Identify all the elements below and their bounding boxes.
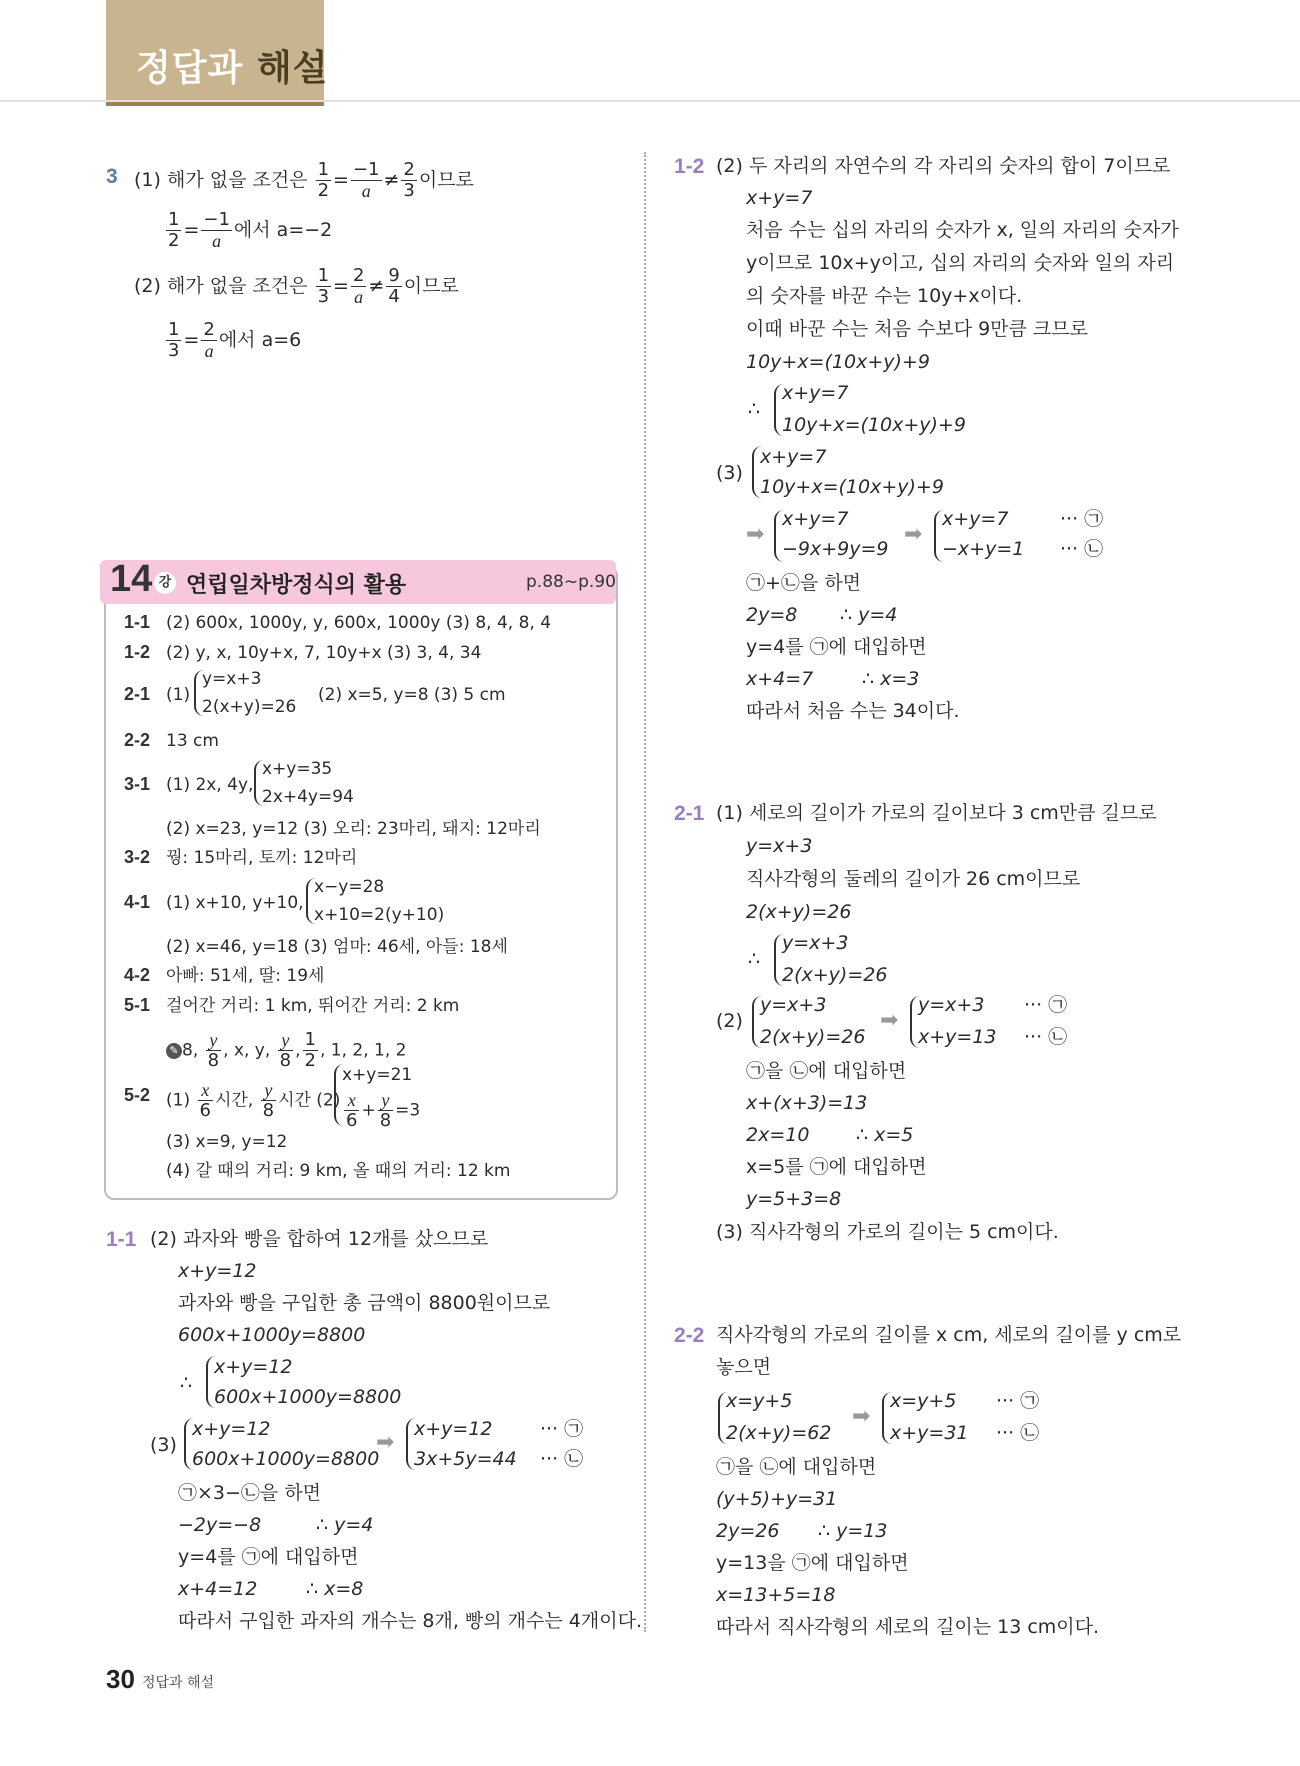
sol-1-2-eq: −x+y=1 [942,538,1025,560]
sol-1-1-line: ㉠×3−㉡을 하면 [178,1482,322,1504]
page-header-title: 정답과 해설 [136,48,329,89]
sol-1-2-line: 따라서 처음 수는 34이다. [746,700,960,722]
sol-1-1-line: x+y=12 [178,1260,257,1282]
summary-5-2-part3: (4) 갈 때의 거리: 9 km, 올 때의 거리: 12 km [166,1161,511,1181]
sol-1-2-line: 10y+x=(10x+y)+9 [746,351,930,373]
sol-1-2-eq: x+y=7 [942,508,1009,530]
sol-2-2-line: (y+5)+y=31 [716,1488,838,1510]
sol-2-1-line: (3) 직사각형의 가로의 길이는 5 cm이다. [716,1221,1059,1243]
arrow-icon: ➡ [880,1008,899,1033]
summary-answer-5-1: 걸어간 거리: 1 km, 뛰어간 거리: 2 km [166,996,460,1016]
summary-2-1-eq2: 2(x+y)=26 [202,697,297,717]
arrow-icon: ➡ [376,1430,395,1455]
sol-1-2-eq: x+y=7 [760,446,827,468]
sol-1-1-eq: x+y=12 [192,1418,271,1440]
sol-1-2-line: x+4=7 [746,668,814,690]
footer-label: 정답과 해설 [142,1675,215,1691]
summary-answer-1-2: (2) y, x, 10y+x, 7, 10y+x (3) 3, 4, 34 [166,643,482,663]
page-number: 30 [106,1664,135,1694]
sol-2-2-eq: x=y+5 [890,1390,957,1412]
sol-1-1-part3-label: (3) [150,1434,177,1456]
sol-1-1-eq: 3x+5y=44 [414,1448,517,1470]
sol-2-1-line: 2x=10 [746,1124,810,1146]
summary-id-2-1: 2-1 [124,684,151,704]
summary-2-1-eq1: y=x+3 [202,669,262,689]
sol-2-1-eq: x+y=13 [918,1026,997,1048]
sol-1-2-line: 이때 바꾼 수는 처음 수보다 9만큼 크므로 [746,318,1088,340]
arrow-icon: ➡ [852,1404,871,1429]
summary-id-3-1: 3-1 [124,774,151,794]
sol-2-2-line: 2y=26 [716,1520,780,1542]
sol-1-2-line: x+y=7 [746,187,813,209]
lesson-title: 연립일차방정식의 활용 [186,573,407,598]
sol-2-1-line: (1) 세로의 길이가 가로의 길이보다 3 cm만큼 길므로 [716,802,1157,824]
summary-id-5-2: 5-2 [124,1085,151,1105]
sol-1-2-eq: x+y=7 [782,508,849,530]
column-divider [644,152,646,1632]
summary-id-3-2: 3-2 [124,847,151,867]
sol-1-1-eq: x+y=12 [414,1418,493,1440]
sol-1-2-line: ∴ x=3 [862,668,920,690]
sol-1-2-line: 의 숫자를 바꾼 수는 10y+x이다. [746,285,1023,307]
solution-number-1-1: 1-1 [106,1228,137,1251]
sol-2-1-eq: y=x+3 [918,994,985,1016]
sol-1-1-line: ∴ y=4 [316,1514,374,1536]
sol-1-2-line: 2y=8 [746,604,798,626]
summary-5-1-hint: ✎ 8, $\frac{y}{8}$ , x, y, $\frac{y}{8}$ , $\frac{1}{2}$ , 1, 2, 1, 2 [166,1030,406,1071]
sol-1-2-eq: −9x+9y=9 [782,538,889,560]
sol-2-2-line: ∴ y=13 [818,1520,888,1542]
summary-3-1-eq2: 2x+4y=94 [262,787,354,807]
sol-2-2-eq: x=y+5 [726,1390,793,1412]
equation-tag: ··· ㉠ [996,1390,1040,1412]
sol-1-1-line: (2) 과자와 빵을 합하여 12개를 샀으므로 [150,1228,489,1250]
summary-answer-2-2: 13 cm [166,731,219,751]
summary-4-1-eq2: x+10=2(y+10) [314,905,445,925]
summary-2-1-part2: (2) x=5, y=8 (3) 5 cm [318,685,506,705]
summary-id-1-1: 1-1 [124,612,151,632]
sol-2-2-line: ㉠을 ㉡에 대입하면 [716,1456,877,1478]
sol-2-1-eq: 2(x+y)=26 [782,964,888,986]
q3-line-3: (2) 해가 없을 조건은 $\frac{1}{3}$ = $\frac{2}{a}$ ≠ $\frac{9}{4}$ 이므로 [134,265,459,307]
summary-4-1-part2: (2) x=46, y=18 (3) 엄마: 46세, 아들: 18세 [166,937,508,957]
sol-1-1-line: 600x+1000y=8800 [178,1324,366,1346]
sol-2-1-part2-label: (2) [716,1010,743,1032]
summary-id-4-2: 4-2 [124,965,151,985]
arrow-icon: ➡ [904,522,923,547]
therefore-symbol: ∴ [748,398,761,420]
sol-2-1-eq: y=x+3 [782,932,849,954]
sol-2-1-line: y=5+3=8 [746,1188,842,1210]
sol-2-1-line: ㉠을 ㉡에 대입하면 [746,1060,907,1082]
sol-1-2-eq: 10y+x=(10x+y)+9 [760,476,944,498]
sol-1-1-line: x+4=12 [178,1578,258,1600]
summary-3-1-part1: (1) 2x, 4y, [166,775,254,795]
arrow-icon: ➡ [746,522,765,547]
solution-number-2-1: 2-1 [674,802,705,825]
summary-answer-4-2: 아빠: 51세, 딸: 19세 [166,966,325,986]
sol-2-1-line: ∴ x=5 [856,1124,914,1146]
therefore-symbol: ∴ [748,948,761,970]
sol-1-1-line: 과자와 빵을 구입한 총 금액이 8800원이므로 [178,1292,551,1314]
therefore-symbol: ∴ [180,1372,193,1394]
sol-2-2-eq: 2(x+y)=62 [726,1422,832,1444]
sol-1-1-line: ∴ x=8 [306,1578,364,1600]
equation-tag: ··· ㉡ [1060,538,1104,560]
sol-1-1-line: −2y=−8 [178,1514,262,1536]
sol-2-2-eq: x+y=31 [890,1422,969,1444]
q3-line-1: (1) 해가 없을 조건은 $\frac{1}{2}$ = $\frac{-1}{a}$ ≠ $\frac{2}{3}$ 이므로 [134,159,474,201]
lesson-badge: 강 [154,572,176,594]
summary-answer-1-1: (2) 600x, 1000y, y, 600x, 1000y (3) 8, 4, 8, 4 [166,613,552,633]
summary-id-2-2: 2-2 [124,730,151,750]
equation-tag: ··· ㉡ [1024,1026,1068,1048]
summary-2-1-part1: (1) [166,685,191,705]
sol-2-2-line: 직사각형의 가로의 길이를 x cm, 세로의 길이를 y cm로 [716,1324,1182,1346]
summary-id-1-2: 1-2 [124,642,151,662]
lesson-pages: p.88~p.90 [526,572,616,592]
sol-2-2-line: x=13+5=18 [716,1584,836,1606]
sol-2-1-eq: 2(x+y)=26 [760,1026,866,1048]
sol-1-1-eq: 600x+1000y=8800 [214,1386,402,1408]
summary-id-5-1: 5-1 [124,995,151,1015]
sol-1-1-line: y=4를 ㉠에 대입하면 [178,1546,359,1568]
summary-5-2-eq1: x+y=21 [342,1065,413,1085]
sol-1-1-eq: 600x+1000y=8800 [192,1448,380,1470]
summary-id-4-1: 4-1 [124,892,151,912]
sol-1-2-line: 처음 수는 십의 자리의 숫자가 x, 일의 자리의 숫자가 [746,219,1179,241]
sol-1-2-line: ㉠+㉡을 하면 [746,572,862,594]
sol-2-1-line: 직사각형의 둘레의 길이가 26 cm이므로 [746,868,1081,890]
lesson-number: 14 [110,558,153,600]
sol-1-1-eq: x+y=12 [214,1356,293,1378]
sol-2-1-line: x=5를 ㉠에 대입하면 [746,1156,927,1178]
summary-5-2-part1: (1) $\frac{x}{6}$ 시간, $\frac{y}{8}$ 시간 (2) [166,1080,341,1121]
equation-tag: ··· ㉡ [540,1448,584,1470]
sol-2-1-line: x+(x+3)=13 [746,1092,868,1114]
equation-tag: ··· ㉡ [996,1422,1040,1444]
sol-2-1-line: 2(x+y)=26 [746,901,852,923]
summary-3-1-eq1: x+y=35 [262,759,333,779]
solution-number-1-2: 1-2 [674,155,705,178]
sol-1-2-eq: 10y+x=(10x+y)+9 [782,414,966,436]
summary-4-1-eq1: x−y=28 [314,877,385,897]
sol-2-1-line: y=x+3 [746,835,813,857]
sol-1-2-line: y이므로 10x+y이고, 십의 자리의 숫자와 일의 자리 [746,252,1175,274]
sol-2-2-line: y=13을 ㉠에 대입하면 [716,1552,909,1574]
summary-5-2-part2: (3) x=9, y=12 [166,1132,288,1152]
problem-number-3: 3 [106,165,118,188]
summary-5-2-eq2: $\frac{x}{6}$ + $\frac{y}{8}$ =3 [346,1090,421,1131]
summary-answer-3-2: 꿩: 15마리, 토끼: 12마리 [166,848,358,868]
sol-2-2-line: 따라서 직사각형의 세로의 길이는 13 cm이다. [716,1616,1100,1638]
summary-4-1-part1: (1) x+10, y+10, [166,893,304,913]
header-rule [0,100,1300,102]
sol-1-2-line: ∴ y=4 [840,604,898,626]
sol-2-1-eq: y=x+3 [760,994,827,1016]
q3-line-2: $\frac{1}{2}$ = $\frac{-1}{a}$ 에서 a=−2 [168,209,333,251]
sol-1-2-line: y=4를 ㉠에 대입하면 [746,636,927,658]
sol-1-1-line: 따라서 구입한 과자의 개수는 8개, 빵의 개수는 4개이다. [178,1610,642,1632]
equation-tag: ··· ㉠ [540,1418,584,1440]
equation-tag: ··· ㉠ [1024,994,1068,1016]
solution-number-2-2: 2-2 [674,1324,705,1347]
equation-tag: ··· ㉠ [1060,508,1104,530]
sol-1-2-eq: x+y=7 [782,382,849,404]
summary-3-1-part2: (2) x=23, y=12 (3) 오리: 23마리, 돼지: 12마리 [166,819,541,839]
q3-line-4: $\frac{1}{3}$ = $\frac{2}{a}$ 에서 a=6 [168,319,302,361]
sol-2-2-line: 놓으면 [716,1356,772,1378]
pencil-icon: ✎ [166,1043,182,1059]
sol-1-2-line: (2) 두 자리의 자연수의 각 자리의 숫자의 합이 7이므로 [716,155,1171,177]
sol-1-2-part3-label: (3) [716,462,743,484]
